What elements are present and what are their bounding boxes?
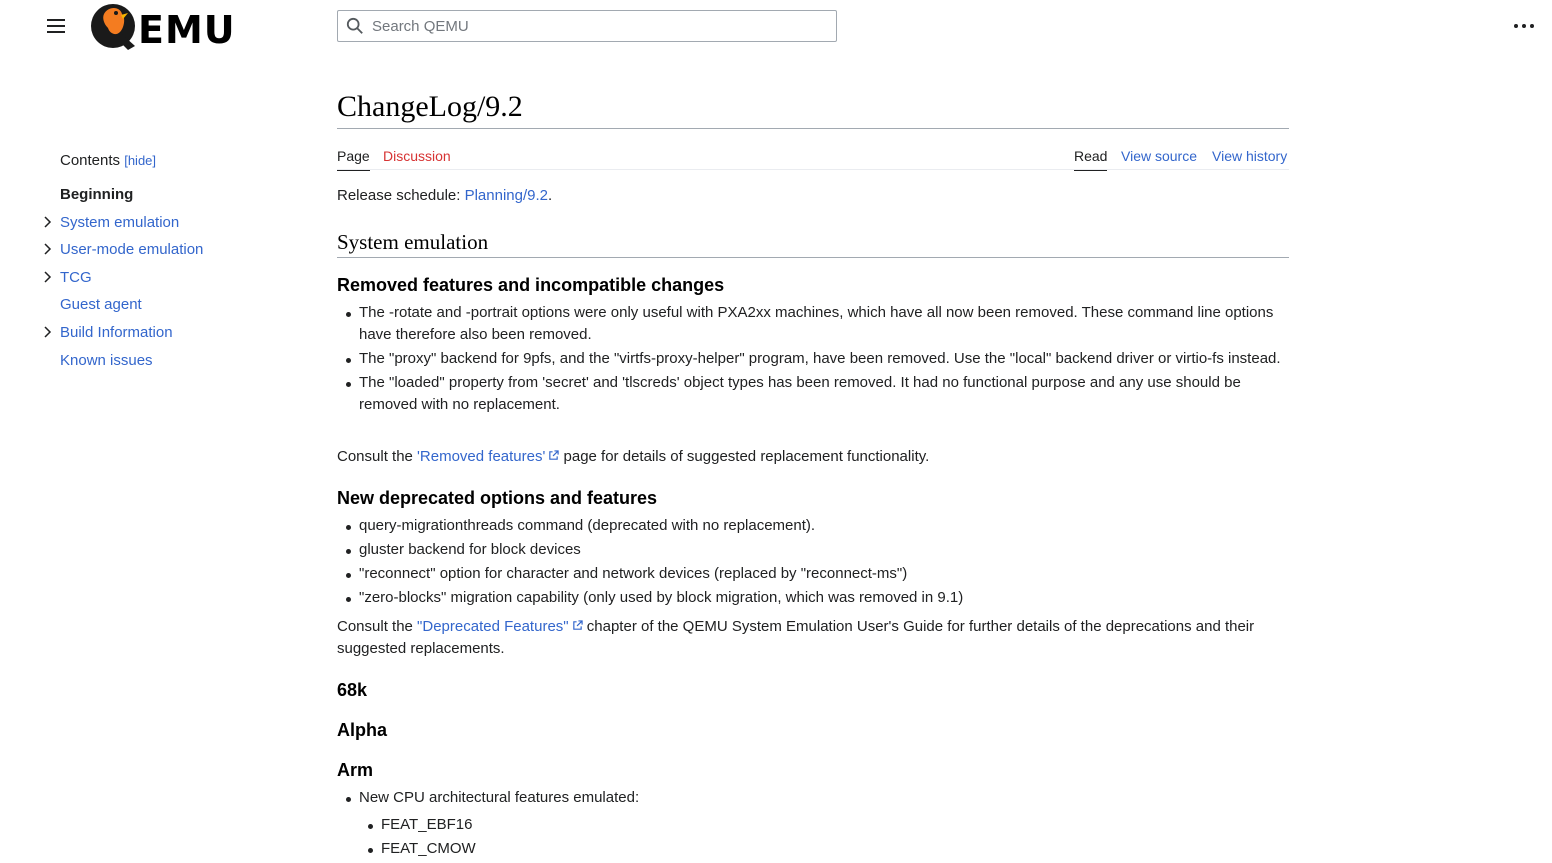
toc-hide-toggle[interactable]: [hide] [124, 153, 157, 168]
search-input[interactable] [372, 11, 822, 41]
toc-item-user-mode-emulation[interactable]: User-mode emulation [60, 241, 204, 258]
heading-68k: 68k [337, 680, 368, 700]
tabs-divider [337, 169, 1289, 170]
heading-removed-features: Removed features and incompatible changes [337, 275, 725, 295]
chevron-right-icon[interactable] [42, 271, 52, 283]
section-heading-system-emulation: System emulation [337, 230, 489, 254]
list-item: FEAT_CMOW [359, 838, 959, 860]
hamburger-line [47, 25, 65, 27]
toc-heading [60, 152, 156, 169]
site-logo[interactable] [90, 2, 250, 54]
heading-arm: Arm [337, 760, 374, 780]
heading-new-deprecated: New deprecated options and features [337, 488, 658, 508]
list-item: The "loaded" property from 'secret' and 'tlscreds' object types has been removed. It had no functional purpose and any use should be removed with no replacement. [337, 372, 1289, 416]
removed-consult-text [337, 446, 1287, 468]
tab-page[interactable]: Page [337, 148, 370, 171]
toc-item-tcg[interactable]: TCG [60, 269, 92, 286]
consult-suffix: chapter of the QEMU System Emulation User's Guide for further details of the deprecations and their suggested replacements. [337, 618, 1255, 657]
dot [1530, 24, 1534, 28]
arm-list [337, 787, 1289, 809]
removed-features-list [337, 302, 1289, 416]
list-item: gluster backend for block devices [337, 539, 1289, 561]
deprecated-features-link-label: "Deprecated Features" [417, 618, 569, 635]
release-suffix: . [548, 187, 553, 204]
title-divider [337, 128, 1289, 129]
removed-features-link-label: 'Removed features' [417, 448, 546, 465]
removed-features-link[interactable] [417, 448, 559, 465]
tab-read[interactable]: Read [1074, 148, 1107, 171]
chevron-right-icon[interactable] [42, 216, 52, 228]
toc-item-beginning[interactable]: Beginning [60, 186, 134, 203]
dot [1514, 24, 1518, 28]
hamburger-line [47, 31, 65, 33]
deprecated-list [337, 515, 1289, 609]
more-options-button[interactable] [1512, 16, 1536, 36]
external-link-icon [548, 450, 559, 461]
tab-view-source[interactable]: View source [1121, 148, 1198, 164]
toc-title: Contents [60, 152, 121, 169]
main-menu-button[interactable] [44, 14, 68, 38]
external-link-icon [572, 620, 583, 631]
list-item: query-migrationthreads command (deprecated with no replacement). [337, 515, 1289, 537]
deprecated-features-link[interactable] [417, 618, 583, 635]
search-box[interactable] [337, 10, 837, 42]
page-title: ChangeLog/9.2 [337, 90, 523, 123]
toc-item-guest-agent[interactable]: Guest agent [60, 296, 142, 313]
logo-text: EMU [138, 8, 236, 52]
release-schedule [337, 185, 1287, 207]
deprecated-consult-text [337, 616, 1277, 660]
hamburger-line [47, 19, 65, 21]
toc-item-known-issues[interactable]: Known issues [60, 352, 153, 369]
chevron-right-icon[interactable] [42, 326, 52, 338]
release-prefix: Release schedule: [337, 187, 465, 204]
list-item: The -rotate and -portrait options were only useful with PXA2xx machines, which have all now been removed. These command line options have therefore also been removed. [337, 302, 1289, 346]
consult-prefix: Consult the [337, 448, 418, 465]
qemu-logo-icon [90, 2, 142, 54]
toc-item-system-emulation[interactable]: System emulation [60, 214, 180, 231]
tab-discussion[interactable]: Discussion [383, 148, 451, 164]
list-item: New CPU architectural features emulated: [337, 787, 1289, 809]
planning-link[interactable]: Planning/9.2 [464, 187, 548, 204]
tab-view-history[interactable]: View history [1212, 148, 1288, 164]
consult-prefix: Consult the [337, 618, 418, 635]
list-item: "zero-blocks" migration capability (only used by block migration, which was removed in 9.1) [337, 587, 1289, 609]
search-icon [346, 17, 364, 35]
consult-suffix: page for details of suggested replacement functionality. [559, 448, 930, 465]
chevron-right-icon[interactable] [42, 243, 52, 255]
section-divider [337, 257, 1289, 258]
toc-item-build-information[interactable]: Build Information [60, 324, 173, 341]
arm-sublist [359, 814, 959, 860]
list-item: FEAT_EBF16 [359, 814, 959, 836]
list-item: The "proxy" backend for 9pfs, and the "virtfs-proxy-helper" program, have been removed. Use the "local" backend driver or virtio-fs instead. [337, 348, 1289, 370]
dot [1522, 24, 1526, 28]
list-item: "reconnect" option for character and network devices (replaced by "reconnect-ms") [337, 563, 1289, 585]
heading-alpha: Alpha [337, 720, 388, 740]
